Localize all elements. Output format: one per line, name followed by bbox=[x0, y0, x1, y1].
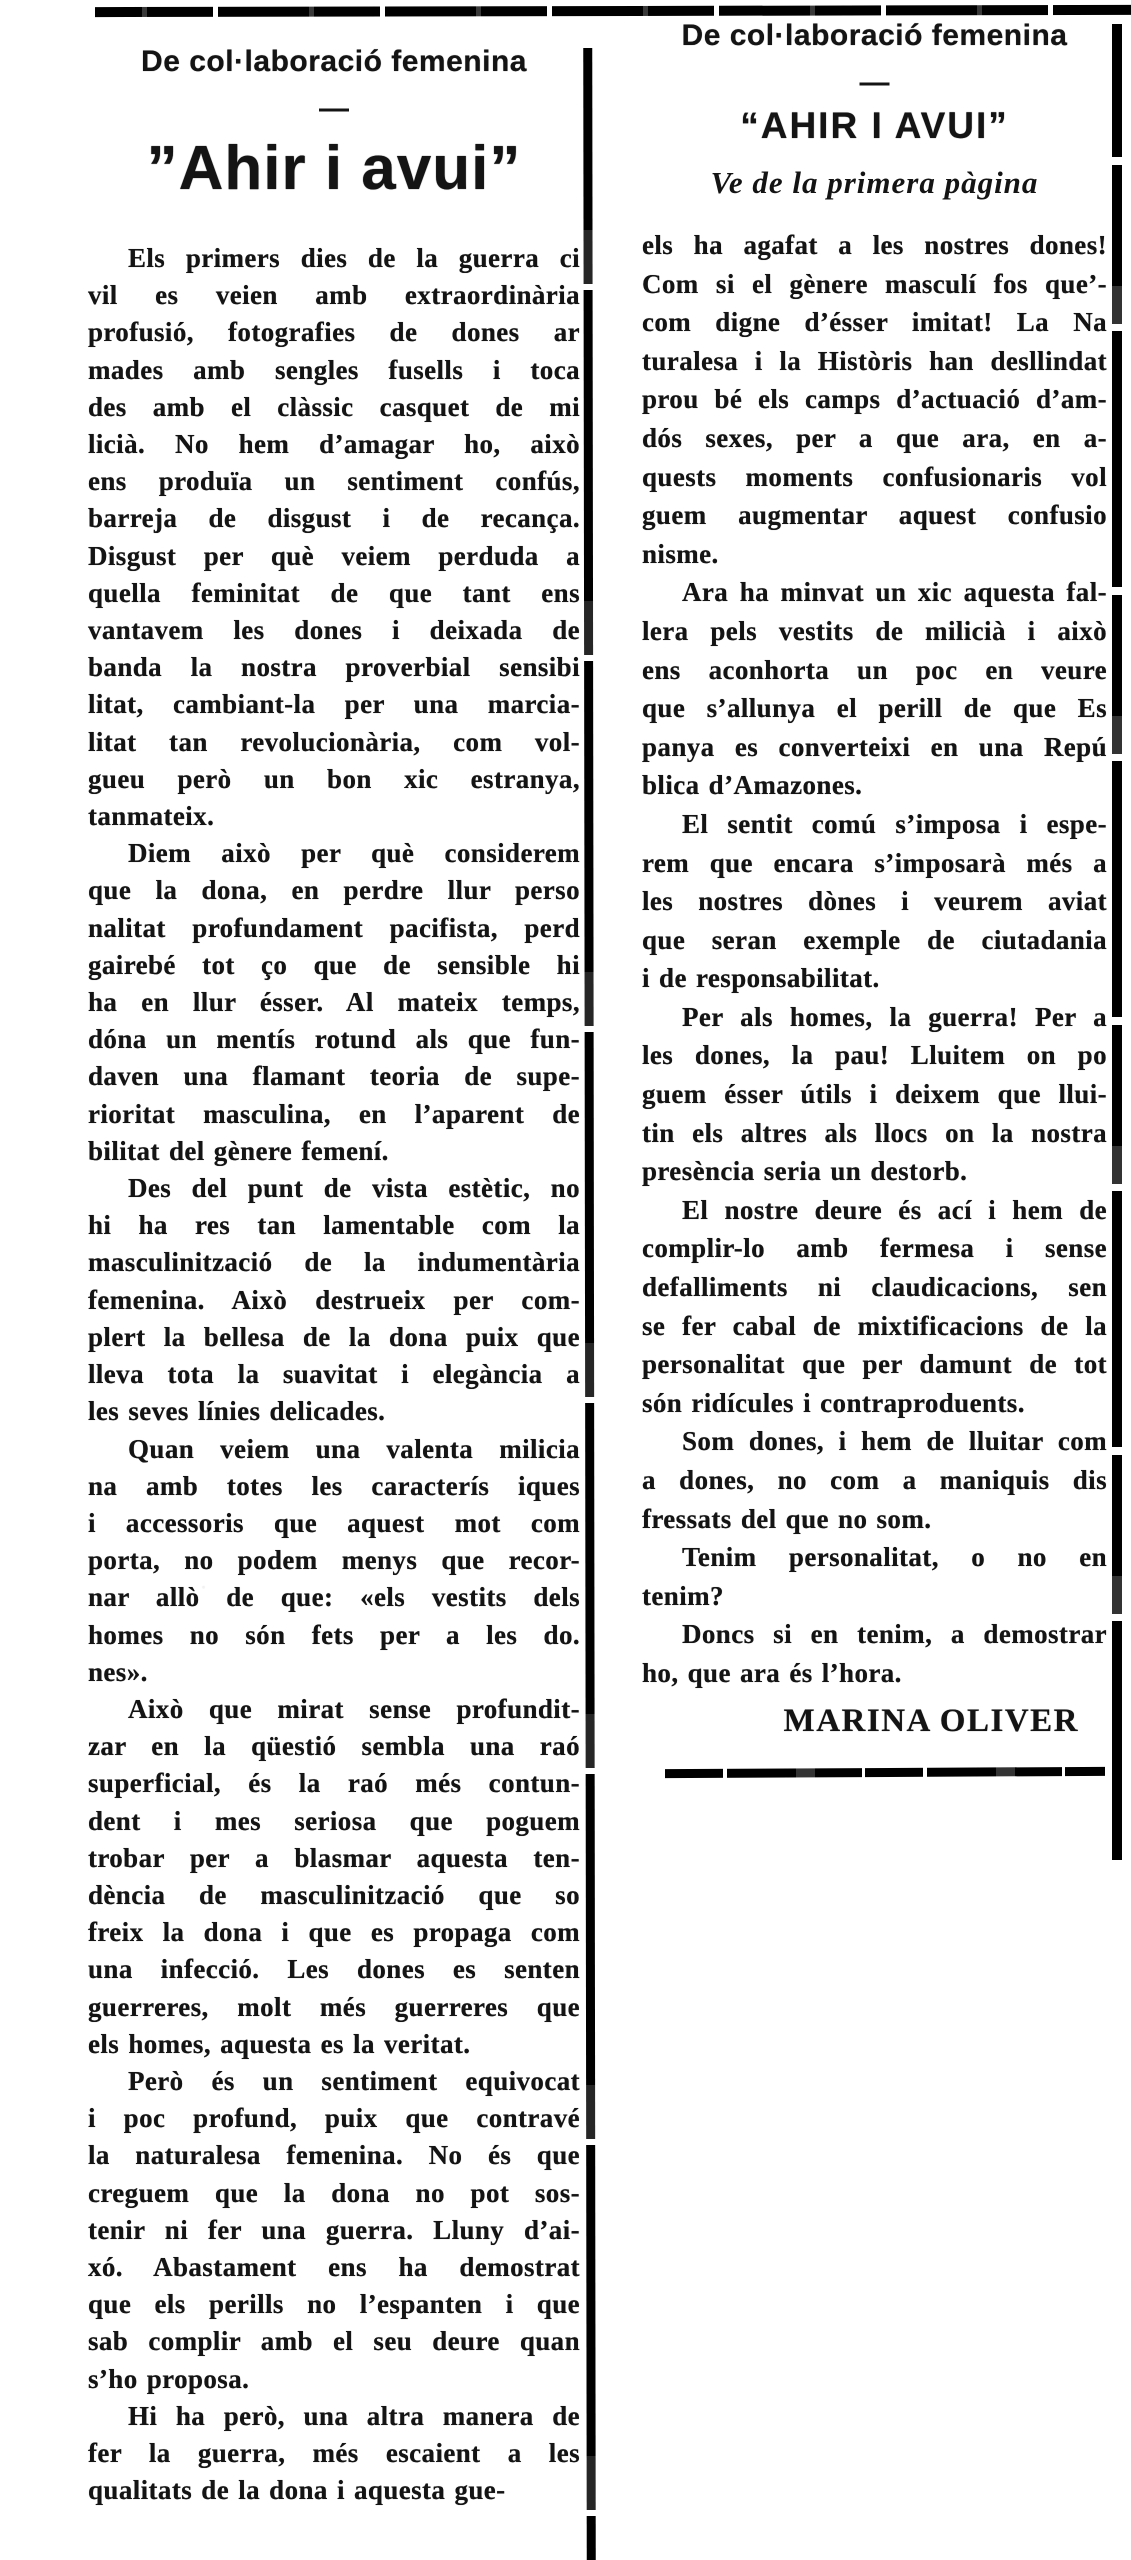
text-line: quests moments confusionaris vol bbox=[642, 461, 1107, 492]
text-line: Ara ha minvat un xic aquesta fal- bbox=[682, 577, 1107, 608]
kicker-dash-left: — bbox=[319, 92, 349, 125]
text-line: barreja de disgust i de recança. bbox=[88, 503, 580, 534]
top-border-rule bbox=[95, 5, 1131, 17]
text-line: qualitats de la dona i aquesta gue- bbox=[88, 2475, 506, 2506]
text-line: licià. No hem d’amagar ho, això bbox=[88, 429, 580, 460]
text-line: profusió, fotografies de dones ar bbox=[88, 317, 580, 348]
continuation-note: Ve de la primera pàgina bbox=[710, 165, 1039, 200]
text-line: vantavem les dones i deixada de bbox=[88, 615, 580, 646]
article-column-left bbox=[88, 44, 580, 2509]
text-line: lera pels vestits de milicià i això bbox=[642, 615, 1107, 646]
text-line: des amb el clàssic casquet de mi bbox=[88, 391, 580, 422]
text-line: rem que encara s’imposarà més a bbox=[642, 847, 1107, 878]
text-line: tin els altres als llocs on la nostra bbox=[642, 1117, 1107, 1148]
text-line: blica d’Amazones. bbox=[642, 770, 863, 801]
text-line: personalitat que per damunt de tot bbox=[642, 1349, 1107, 1380]
text-line: porta, no podem menys que recor- bbox=[88, 1545, 580, 1576]
text-line: que s’allunya el perill de que Es bbox=[642, 693, 1107, 724]
text-line: daven una flamant teoria de supe- bbox=[88, 1061, 580, 1092]
column-divider-rule bbox=[583, 48, 596, 2560]
text-line: ha en llur ésser. Al mateix temps, bbox=[88, 987, 580, 1018]
text-line: guem augmentar aquest confusio bbox=[642, 500, 1107, 531]
article-body-left bbox=[88, 240, 580, 2509]
text-line: són ridícules i contraproduents. bbox=[642, 1387, 1025, 1418]
author-signature: MARINA OLIVER bbox=[783, 1702, 1079, 1739]
text-line: guerreres, molt més guerreres que bbox=[88, 1991, 580, 2022]
text-line: a dones, no com a maniquis dis bbox=[642, 1465, 1107, 1495]
text-line: els homes, aquesta es la veritat. bbox=[88, 2028, 471, 2059]
text-line: Des del punt de vista estètic, no bbox=[128, 1173, 580, 1204]
text-line: guem ésser útils i deixem que llui- bbox=[642, 1079, 1107, 1110]
section-kicker-right: De col·laboració femenina bbox=[681, 19, 1068, 52]
text-line: defalliments ni claudicacions, sen bbox=[642, 1272, 1107, 1303]
text-line: Hi ha però, una altra manera de bbox=[128, 2400, 580, 2431]
text-line: creguem que la dona no pot sos- bbox=[88, 2177, 580, 2208]
text-line: que els perills no l’espanten i que bbox=[88, 2289, 580, 2320]
text-line: les seves línies delicades. bbox=[88, 1396, 386, 1427]
text-line: fer la guerra, més escaient a les bbox=[88, 2437, 580, 2468]
text-line: Som dones, i hem de lluitar com bbox=[682, 1426, 1107, 1457]
text-line: zar en la qüestió sembla una raó bbox=[88, 1731, 580, 1762]
text-line: Això que mirat sense profundit- bbox=[128, 1693, 580, 1724]
text-line: litat tan revolucionària, com vol- bbox=[88, 726, 580, 757]
text-line: presència seria un destorb. bbox=[642, 1156, 968, 1187]
text-line: masculinització de la indumentària bbox=[88, 1247, 580, 1278]
text-line: Com si el gènere masculí fos que’- bbox=[642, 268, 1107, 299]
text-line: rioritat masculina, en l’aparent de bbox=[88, 1098, 580, 1129]
text-line: tanmateix. bbox=[88, 801, 215, 832]
article-column-right bbox=[642, 18, 1107, 1740]
text-line: na amb totes les caracterís iques bbox=[88, 1470, 580, 1501]
text-line: que seran exemple de ciutadania bbox=[642, 924, 1107, 955]
text-line: prou bé els camps d’actuació d’am- bbox=[642, 384, 1107, 415]
text-line: Els primers dies de la guerra ci bbox=[128, 243, 580, 273]
text-line: freix la dona i que es propaga com bbox=[88, 1917, 580, 1948]
text-line: Però és un sentiment equivocat bbox=[128, 2065, 580, 2096]
right-border-rule bbox=[1112, 24, 1122, 1860]
text-line: tenir ni fer una guerra. Lluny d’ai- bbox=[88, 2214, 580, 2245]
text-line: quella feminitat de que tant ens bbox=[88, 577, 580, 608]
text-line: ens produïa un sentiment confús, bbox=[88, 466, 580, 497]
text-line: dóna un mentís rotund als que fun- bbox=[88, 1024, 580, 1055]
text-line: El sentit comú s’imposa i espe- bbox=[682, 808, 1107, 839]
text-line: tenim? bbox=[642, 1580, 724, 1611]
text-line: fressats del que no som. bbox=[642, 1503, 932, 1534]
article-title-left: ”Ahir i avui” bbox=[146, 134, 522, 203]
text-line: Doncs si en tenim, a demostrar bbox=[682, 1619, 1107, 1650]
text-line: gairebé tot ço que de sensible hi bbox=[88, 949, 580, 980]
text-line: banda la nostra proverbial sensibi bbox=[88, 652, 580, 683]
text-line: lleva tota la suavitat i elegància a bbox=[88, 1359, 580, 1390]
text-line: trobar per a blasmar aquesta ten- bbox=[88, 1842, 580, 1873]
text-line: sab complir amb el seu deure quan bbox=[88, 2326, 580, 2357]
text-line: que la dona, en perdre llur perso bbox=[88, 875, 580, 906]
text-line: panya es converteixi en una Repú bbox=[642, 731, 1107, 762]
text-line: femenina. Això destrueix per com- bbox=[88, 1284, 580, 1315]
text-line: bilitat del gènere femení. bbox=[88, 1135, 389, 1166]
article-end-rule bbox=[665, 1767, 1105, 1778]
section-kicker-left: De col·laboració femenina bbox=[141, 45, 527, 78]
text-line: hi ha res tan lamentable com la bbox=[88, 1210, 580, 1241]
text-line: i de responsabilitat. bbox=[642, 963, 880, 994]
text-line: Per als homes, la guerra! Per a bbox=[682, 1001, 1107, 1032]
text-line: nalitat profundament pacifista, perd bbox=[88, 912, 580, 943]
text-line: els ha agafat a les nostres dones! bbox=[642, 230, 1107, 260]
text-line: mades amb sengles fusells i toca bbox=[88, 354, 580, 385]
text-line: Tenim personalitat, o no en bbox=[682, 1542, 1107, 1573]
text-line: nes». bbox=[88, 1656, 148, 1687]
text-line: Disgust per què veiem perduda a bbox=[88, 540, 580, 571]
text-line: complir-lo amb fermesa i sense bbox=[642, 1233, 1107, 1264]
text-line: gueu però un bon xic estranya, bbox=[88, 763, 580, 794]
text-line: dent i mes seriosa que poguem bbox=[88, 1805, 580, 1836]
text-line: dència de masculinització que so bbox=[88, 1879, 580, 1910]
text-line: s’ho proposa. bbox=[88, 2363, 250, 2394]
text-line: com digne d’ésser imitat! La Na bbox=[642, 307, 1107, 338]
text-line: i accessoris que aquest mot com bbox=[88, 1507, 580, 1538]
text-line: turalesa i la Històris han desllindat bbox=[642, 345, 1107, 376]
text-line: El nostre deure és ací i hem de bbox=[682, 1194, 1107, 1225]
text-line: xó. Abastament ens ha demostrat bbox=[88, 2251, 580, 2282]
text-line: nisme. bbox=[642, 538, 719, 569]
text-line: Diem això per què considerem bbox=[128, 838, 580, 869]
text-line: superficial, és la raó més contun- bbox=[88, 1768, 580, 1799]
text-line: ens aconhorta un poc en veure bbox=[642, 654, 1107, 685]
text-line: ho, que ara és l’hora. bbox=[642, 1657, 902, 1688]
text-line: nar allò de que: «els vestits dels bbox=[88, 1582, 580, 1613]
text-line: dós sexes, per a que ara, en a- bbox=[642, 422, 1107, 453]
text-line: i poc profund, puix que contravé bbox=[88, 2103, 580, 2134]
text-line: vil es veien amb extraordinària bbox=[88, 280, 580, 311]
text-line: plert la bellesa de la dona puix que bbox=[88, 1321, 580, 1352]
text-line: se fer cabal de mixtificacions de la bbox=[642, 1310, 1107, 1341]
text-line: homes no són fets per a les do. bbox=[88, 1619, 580, 1650]
text-line: la naturalesa femenina. No és que bbox=[88, 2140, 580, 2171]
text-line: les nostres dònes i veurem aviat bbox=[642, 886, 1107, 917]
article-title-right: “AHIR I AVUI” bbox=[740, 105, 1009, 146]
text-line: una infecció. Les dones es senten bbox=[88, 1954, 580, 1985]
text-line: Quan veiem una valenta milicia bbox=[128, 1433, 580, 1464]
article-body-right bbox=[642, 226, 1107, 1693]
kicker-dash-right: — bbox=[859, 66, 890, 99]
text-line: les dones, la pau! Lluitem on po bbox=[642, 1040, 1107, 1071]
text-line: litat, cambiant-la per una marcia- bbox=[88, 689, 580, 720]
